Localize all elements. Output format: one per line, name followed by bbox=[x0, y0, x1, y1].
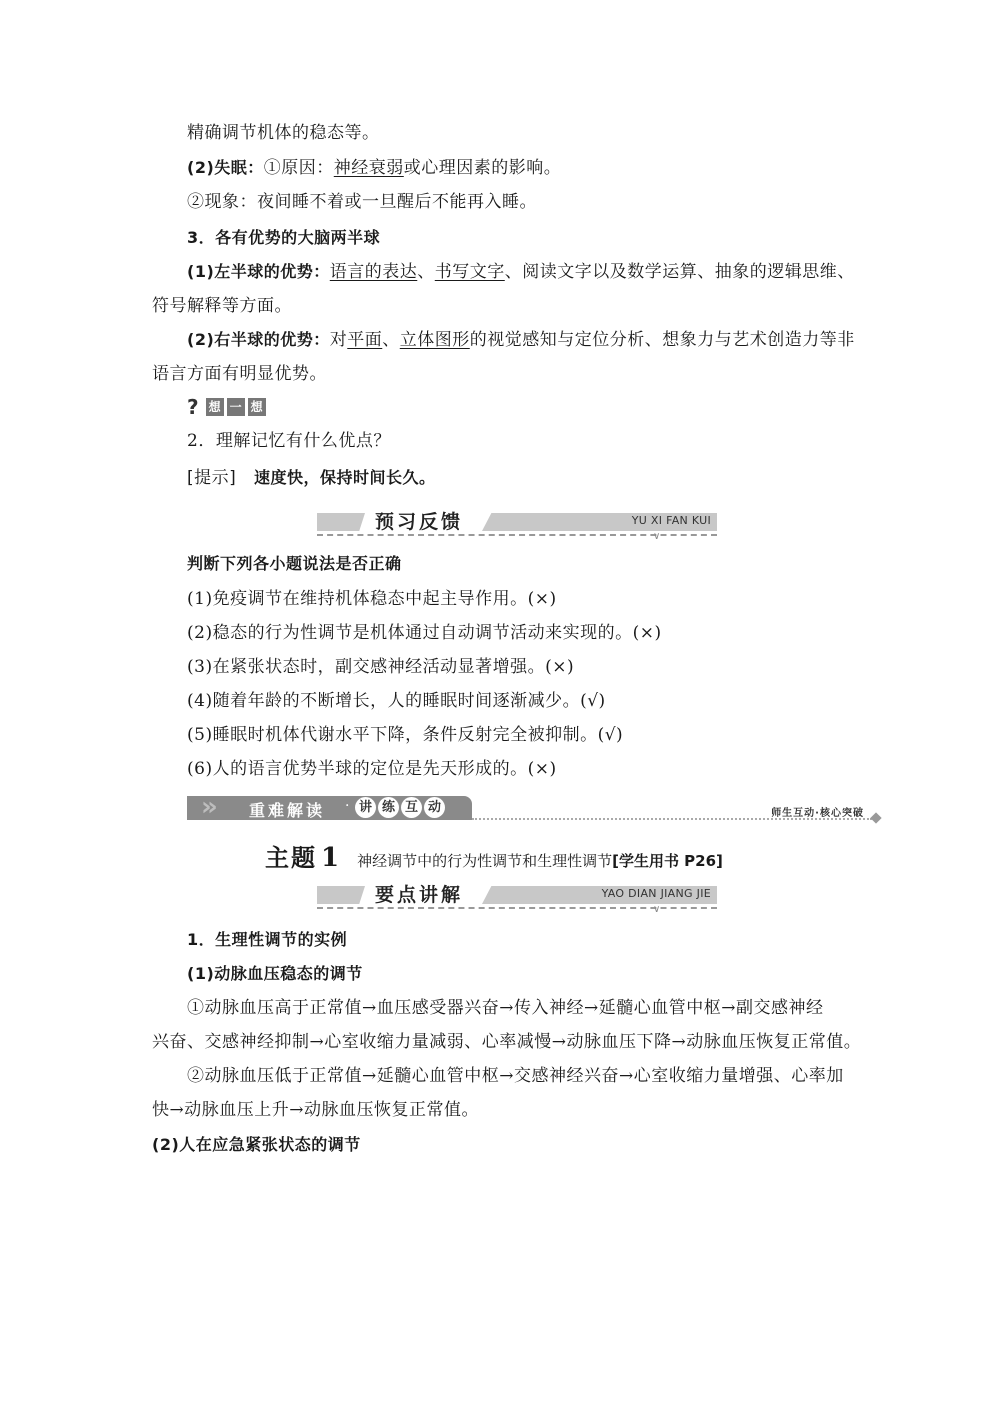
banner-title: 重难解读 bbox=[249, 801, 326, 820]
line-right-cont: 语言方面有明显优势。 bbox=[152, 364, 327, 384]
left-rest: 、阅读文字以及数学运算、抽象的逻辑思维、 bbox=[504, 262, 855, 282]
topic-reference: [学生用书 P26] bbox=[612, 852, 723, 870]
circle-char: 讲 bbox=[355, 797, 376, 818]
judge-item: (2)稳态的行为性调节是机体通过自动调节活动来实现的。(×) bbox=[187, 623, 662, 643]
section-banner-preview-feedback bbox=[317, 505, 717, 542]
diamond-icon bbox=[870, 812, 881, 823]
topic-text: 神经调节中的行为性调节和生理性调节 bbox=[357, 852, 613, 870]
hint-label: [提示] bbox=[187, 468, 237, 488]
think-char-3: 想 bbox=[248, 398, 266, 416]
judge-item: (4)随着年龄的不断增长，人的睡眠时间逐渐减少。(√) bbox=[187, 691, 606, 711]
think-char-2: 一 bbox=[227, 398, 245, 416]
line-insomnia-cause bbox=[187, 157, 887, 179]
topic-label: 主题 bbox=[265, 844, 317, 872]
line-precise-regulation: 精确调节机体的稳态等。 bbox=[187, 123, 380, 143]
section-banner-key-points bbox=[317, 878, 717, 915]
line-insomnia-phenomenon: ②现象：夜间睡不着或一旦醒后不能再入睡。 bbox=[187, 192, 537, 212]
think-box bbox=[187, 397, 266, 417]
insomnia-label: (2)失眠： bbox=[187, 158, 264, 177]
question-mark-icon: ? bbox=[187, 395, 199, 419]
banner-pinyin: YU XI FAN KUI bbox=[631, 514, 711, 527]
chevron-down-icon: ∨ bbox=[653, 904, 661, 915]
right-pre: 对 bbox=[329, 330, 348, 350]
right-u2: 立体图形 bbox=[399, 330, 470, 350]
judge-title: 判断下列各小题说法是否正确 bbox=[187, 554, 402, 573]
subheading-emergency: (2)人在应急紧张状态的调节 bbox=[152, 1135, 361, 1154]
question-2: 2．理解记忆有什么优点？ bbox=[187, 431, 391, 451]
heading-physiological-examples: 1．生理性调节的实例 bbox=[187, 930, 348, 949]
banner-pinyin: YAO DIAN JIANG JIE bbox=[601, 887, 711, 900]
right-label: (2)右半球的优势： bbox=[187, 330, 330, 349]
banner-title: 预习反馈 bbox=[375, 511, 464, 533]
cause-prefix: ①原因： bbox=[263, 158, 334, 178]
topic-heading bbox=[265, 838, 723, 873]
line-right-hemisphere bbox=[187, 329, 887, 351]
circle-char: 练 bbox=[378, 797, 399, 818]
left-u1: 语言的表达 bbox=[329, 262, 418, 282]
right-u1: 平面 bbox=[347, 330, 383, 350]
cause-underlined: 神经衰弱 bbox=[333, 158, 404, 178]
line-left-cont: 符号解释等方面。 bbox=[152, 296, 292, 316]
banner-left-bar bbox=[317, 513, 365, 531]
circle-char: 动 bbox=[424, 797, 445, 818]
paragraph-low-bp-1: ②动脉血压低于正常值→延髓心血管中枢→交感神经兴奋→心室收缩力量增强、心率加 bbox=[187, 1066, 844, 1086]
hint-line bbox=[187, 467, 887, 489]
line-left-hemisphere bbox=[187, 261, 887, 283]
sep: 、 bbox=[417, 262, 435, 282]
cause-rest: 或心理因素的影响。 bbox=[403, 158, 562, 178]
topic-number: 1 bbox=[321, 843, 340, 873]
double-chevron-icon: » bbox=[201, 792, 210, 822]
key-difficulty-banner bbox=[187, 792, 882, 828]
left-u2: 书写文字 bbox=[434, 262, 505, 282]
banner-dot: · bbox=[345, 798, 350, 814]
paragraph-high-bp-1: ①动脉血压高于正常值→血压感受器兴奋→传入神经→延髓心血管中枢→副交感神经 bbox=[187, 998, 824, 1018]
banner-title: 要点讲解 bbox=[375, 884, 464, 906]
sep: 、 bbox=[382, 330, 400, 350]
banner-circles bbox=[355, 797, 445, 818]
paragraph-high-bp-2: 兴奋、交感神经抑制→心室收缩力量减弱、心率减慢→动脉血压下降→动脉血压恢复正常值。 bbox=[152, 1032, 862, 1052]
right-rest: 的视觉感知与定位分析、想象力与艺术创造力等非 bbox=[469, 330, 855, 350]
left-label: (1)左半球的优势： bbox=[187, 262, 330, 281]
heading-hemispheres: 3．各有优势的大脑两半球 bbox=[187, 228, 381, 247]
chevron-down-icon: ∨ bbox=[653, 531, 661, 542]
banner-left-bar bbox=[317, 886, 365, 904]
judge-item: (6)人的语言优势半球的定位是先天形成的。(×) bbox=[187, 759, 557, 779]
think-char-1: 想 bbox=[206, 398, 224, 416]
paragraph-low-bp-2: 快→动脉血压上升→动脉血压恢复正常值。 bbox=[152, 1100, 479, 1120]
circle-char: 互 bbox=[401, 797, 422, 818]
subheading-blood-pressure: (1)动脉血压稳态的调节 bbox=[187, 964, 363, 983]
judge-item: (5)睡眠时机体代谢水平下降，条件反射完全被抑制。(√) bbox=[187, 725, 624, 745]
judge-item: (3)在紧张状态时，副交感神经活动显著增强。(×) bbox=[187, 657, 575, 677]
hint-text: 速度快，保持时间长久。 bbox=[253, 468, 436, 487]
banner-subtitle: 师生互动·核心突破 bbox=[771, 808, 864, 819]
judge-item: (1)免疫调节在维持机体稳态中起主导作用。(×) bbox=[187, 589, 557, 609]
